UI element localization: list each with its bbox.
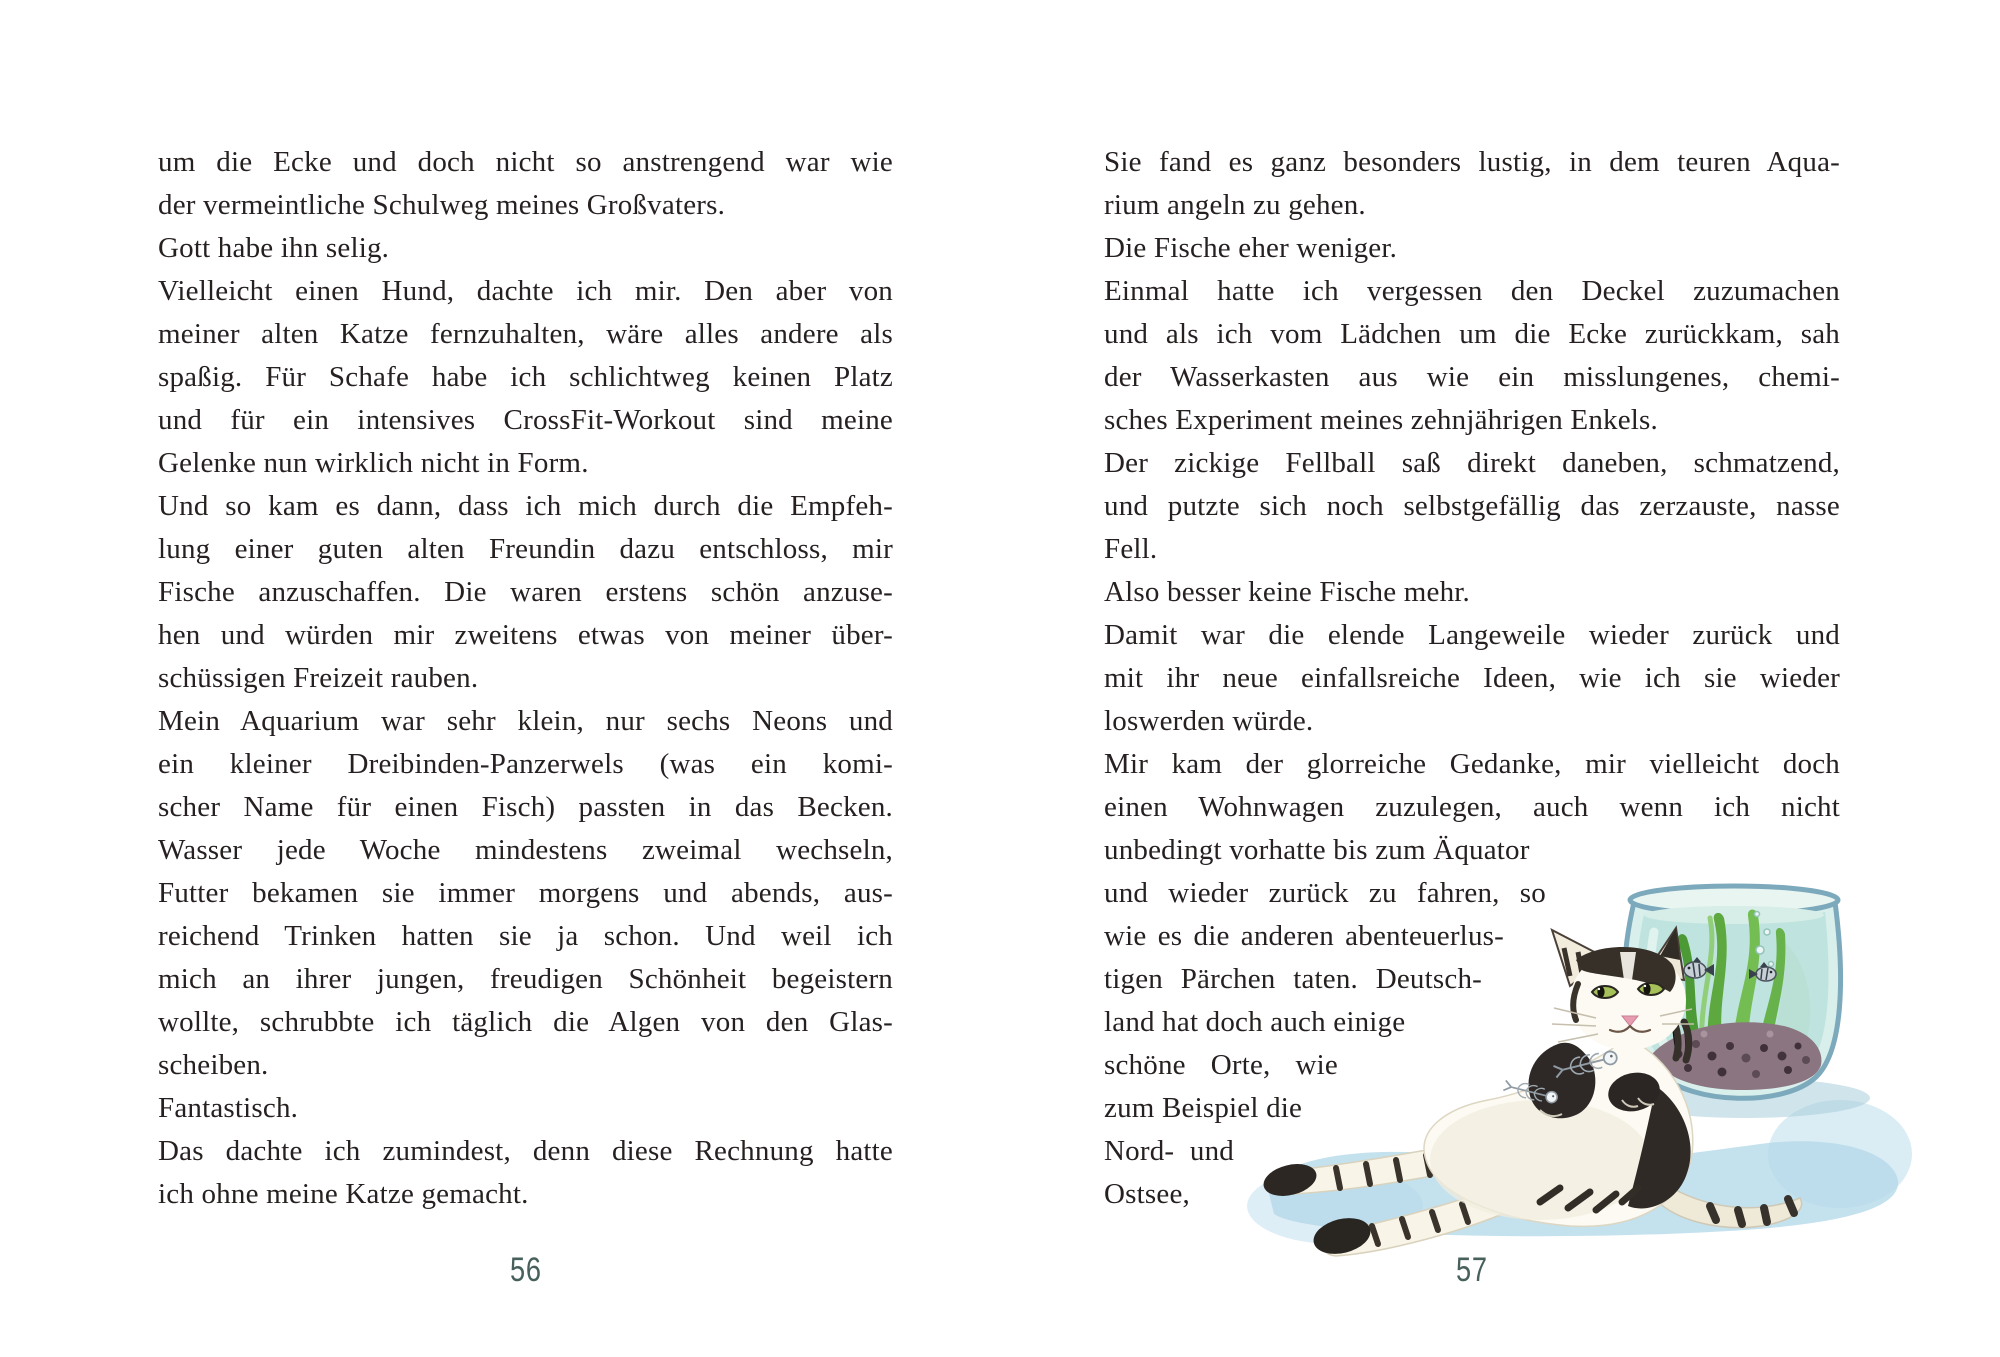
- text-line: Damit war die elende Langeweile wieder zurück und: [1104, 619, 1840, 651]
- text-line: spaßig. Für Schafe habe ich schlichtweg keinen Platz: [158, 361, 893, 393]
- text-line: loswerden würde.: [1104, 705, 1314, 737]
- text-line: und putzte sich noch selbstgefällig das zerzauste, nasse: [1104, 490, 1840, 522]
- text-line: Fantastisch.: [158, 1092, 299, 1124]
- text-line: unbedingt vorhatte bis zum Äquator: [1104, 834, 1530, 866]
- text-line: und für ein intensives CrossFit-Workout sind meine: [158, 404, 893, 436]
- text-line: Nord- und: [1104, 1135, 1234, 1167]
- cat-head: [1552, 928, 1694, 1050]
- text-line: der vermeintliche Schulweg meines Großvaters.: [158, 189, 726, 221]
- text-line: Der zickige Fellball saß direkt daneben, schmatzend,: [1104, 447, 1840, 479]
- text-line: Mein Aquarium war sehr klein, nur sechs Neons und: [158, 705, 893, 737]
- water-surface: [1644, 906, 1824, 924]
- text-line: und als ich vom Lädchen um die Ecke zurückkam, sah: [1104, 318, 1840, 350]
- text-line: tigen Pärchen taten. Deutsch-: [1104, 963, 1482, 995]
- cat-fishbowl-illustration: [1240, 858, 1920, 1260]
- text-line: rium angeln zu gehen.: [1104, 189, 1366, 221]
- text-line: lung einer guten alten Freundin dazu entschloss, mir: [158, 533, 893, 565]
- text-line: Die Fische eher weniger.: [1104, 232, 1398, 264]
- text-line: zum Beispiel die: [1104, 1092, 1303, 1124]
- text-line: meiner alten Katze fernzuhalten, wäre alles andere als: [158, 318, 893, 350]
- text-line: scheiben.: [158, 1049, 269, 1081]
- cat-front-arm: [1528, 1043, 1595, 1119]
- cat-eye-right: [1638, 983, 1664, 995]
- text-line: mich an ihrer jungen, freudigen Schönheit begeistern: [158, 963, 893, 995]
- text-line: wollte, schrubbte ich täglich die Algen von den Glas-: [158, 1006, 893, 1038]
- page-number-label: 56: [509, 1251, 542, 1289]
- text-line: um die Ecke und doch nicht so anstrengend war wie: [158, 146, 893, 178]
- text-line: Das dachte ich zumindest, denn diese Rechnung hatte: [158, 1135, 893, 1167]
- text-line: schüssigen Freizeit rauben.: [158, 662, 479, 694]
- text-line: der Wasserkasten aus wie ein misslungenes, chemi-: [1104, 361, 1840, 393]
- text-line: hen und würden mir zweitens etwas von meiner über-: [158, 619, 893, 651]
- left-page-text-column: [158, 141, 893, 1216]
- text-line: Gott habe ihn selig.: [158, 232, 390, 264]
- text-line: Einmal hatte ich vergessen den Deckel zuzumachen: [1104, 275, 1840, 307]
- text-line: wie es die anderen abenteuerlus-: [1104, 920, 1504, 952]
- text-line: Fische anzuschaffen. Die waren erstens schön anzuse-: [158, 576, 893, 608]
- text-line: land hat doch auch einige: [1104, 1006, 1406, 1038]
- text-line: sches Experiment meines zehnjährigen Enkels.: [1104, 404, 1658, 436]
- text-line: Und so kam es dann, dass ich mich durch die Empfeh-: [158, 490, 893, 522]
- text-line: einen Wohnwagen zuzulegen, auch wenn ich nicht: [1104, 791, 1840, 823]
- text-line: Futter bekamen sie immer morgens und abends, aus-: [158, 877, 893, 909]
- text-line: Gelenke nun wirklich nicht in Form.: [158, 447, 589, 479]
- text-line: scher Name für einen Fisch) passten in das Becken.: [158, 791, 893, 823]
- text-line: schöne Orte, wie: [1104, 1049, 1338, 1081]
- text-line: ein kleiner Dreibinden-Panzerwels (was ein komi-: [158, 748, 893, 780]
- text-line: ich ohne meine Katze gemacht.: [158, 1178, 529, 1210]
- text-line: Wasser jede Woche mindestens zweimal wechseln,: [158, 834, 893, 866]
- text-line: Also besser keine Fische mehr.: [1104, 576, 1471, 608]
- text-line: Sie fand es ganz besonders lustig, in dem teuren Aqua-: [1104, 146, 1840, 178]
- text-line: Vielleicht einen Hund, dachte ich mir. Den aber von: [158, 275, 893, 307]
- text-line: und wieder zurück zu fahren, so: [1104, 877, 1546, 909]
- cat-eye-left: [1592, 986, 1618, 998]
- page-number-label: 57: [1456, 1251, 1488, 1289]
- left-page-number: [158, 1251, 893, 1290]
- text-line: Mir kam der glorreiche Gedanke, mir vielleicht doch: [1104, 748, 1840, 780]
- text-line: Fell.: [1104, 533, 1158, 565]
- text-line: Ostsee,: [1104, 1178, 1190, 1210]
- text-line: mit ihr neue einfallsreiche Ideen, wie ich sie wieder: [1104, 662, 1840, 694]
- text-line: reichend Trinken hatten sie ja schon. Und weil ich: [158, 920, 893, 952]
